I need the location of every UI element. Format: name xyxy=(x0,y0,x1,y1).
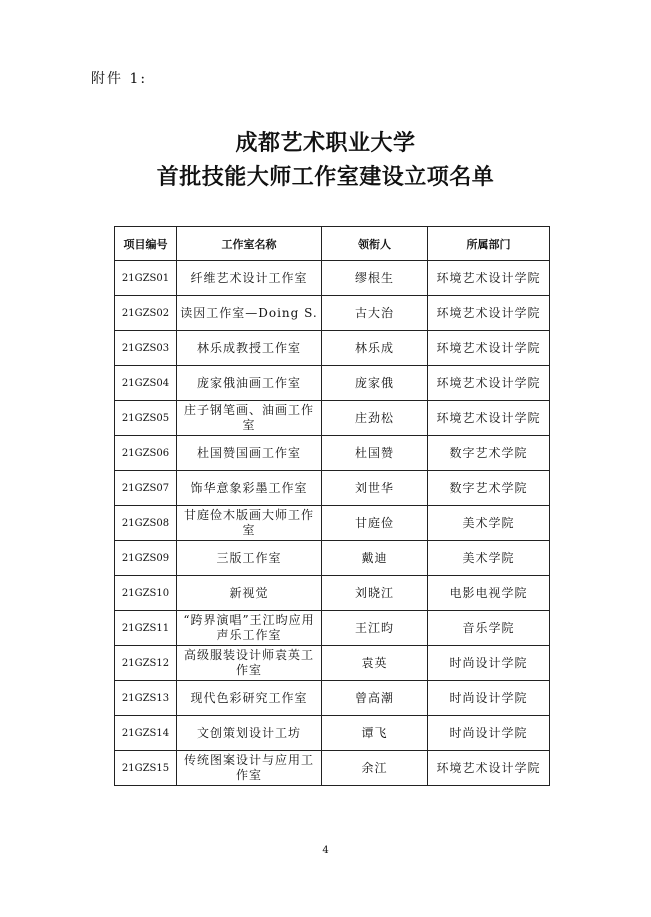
cell-dept: 环境艺术设计学院 xyxy=(428,296,550,331)
cell-name: 庄子钢笔画、油画工作室 xyxy=(177,401,322,436)
cell-leader: 缪根生 xyxy=(322,261,428,296)
table-row xyxy=(115,576,550,611)
attachment-label: 附件 1: xyxy=(91,71,148,87)
table-row xyxy=(115,541,550,576)
table-row xyxy=(115,611,550,646)
cell-dept: 环境艺术设计学院 xyxy=(428,401,550,436)
cell-leader: 刘世华 xyxy=(322,471,428,506)
cell-code: 21GZS11 xyxy=(115,611,177,646)
cell-code: 21GZS15 xyxy=(115,751,177,786)
cell-leader: 刘晓江 xyxy=(322,576,428,611)
cell-dept: 环境艺术设计学院 xyxy=(428,366,550,401)
cell-leader: 甘庭俭 xyxy=(322,506,428,541)
cell-leader: 林乐成 xyxy=(322,331,428,366)
table-row xyxy=(115,331,550,366)
cell-name: 读因工作室—Doing S. xyxy=(177,296,322,331)
cell-leader: 曾高潮 xyxy=(322,681,428,716)
table-row xyxy=(115,261,550,296)
cell-dept: 环境艺术设计学院 xyxy=(428,331,550,366)
cell-code: 21GZS09 xyxy=(115,541,177,576)
table-row xyxy=(115,751,550,786)
cell-code: 21GZS02 xyxy=(115,296,177,331)
cell-name: 高级服装设计师袁英工作室 xyxy=(177,646,322,681)
table-row xyxy=(115,436,550,471)
cell-code: 21GZS01 xyxy=(115,261,177,296)
table-row xyxy=(115,506,550,541)
cell-name: 新视觉 xyxy=(177,576,322,611)
cell-leader: 杜国赞 xyxy=(322,436,428,471)
cell-name: 饰华意象彩墨工作室 xyxy=(177,471,322,506)
cell-name: 现代色彩研究工作室 xyxy=(177,681,322,716)
cell-dept: 电影电视学院 xyxy=(428,576,550,611)
cell-leader: 庞家俄 xyxy=(322,366,428,401)
cell-dept: 美术学院 xyxy=(428,506,550,541)
cell-code: 21GZS06 xyxy=(115,436,177,471)
cell-code: 21GZS03 xyxy=(115,331,177,366)
cell-leader: 王江昀 xyxy=(322,611,428,646)
cell-leader: 古大治 xyxy=(322,296,428,331)
cell-dept: 环境艺术设计学院 xyxy=(428,751,550,786)
cell-code: 21GZS04 xyxy=(115,366,177,401)
cell-name: 文创策划设计工坊 xyxy=(177,716,322,751)
cell-dept: 时尚设计学院 xyxy=(428,681,550,716)
cell-name: 传统图案设计与应用工作室 xyxy=(177,751,322,786)
table-row xyxy=(115,366,550,401)
table-row xyxy=(115,681,550,716)
cell-name: 纤维艺术设计工作室 xyxy=(177,261,322,296)
cell-dept: 时尚设计学院 xyxy=(428,716,550,751)
cell-name: “跨界演唱”王江昀应用声乐工作室 xyxy=(177,611,322,646)
header-name: 工作室名称 xyxy=(177,227,322,261)
cell-leader: 谭飞 xyxy=(322,716,428,751)
document-title-line2: 首批技能大师工作室建设立项名单 xyxy=(156,165,495,190)
cell-code: 21GZS08 xyxy=(115,506,177,541)
document-title-line1: 成都艺术职业大学 xyxy=(235,131,416,156)
cell-leader: 袁英 xyxy=(322,646,428,681)
cell-dept: 音乐学院 xyxy=(428,611,550,646)
header-code: 项目编号 xyxy=(115,227,177,261)
cell-name: 庞家俄油画工作室 xyxy=(177,366,322,401)
table-row xyxy=(115,471,550,506)
cell-leader: 戴迪 xyxy=(322,541,428,576)
header-leader: 领衔人 xyxy=(322,227,428,261)
cell-name: 三版工作室 xyxy=(177,541,322,576)
cell-code: 21GZS13 xyxy=(115,681,177,716)
table-header-row xyxy=(115,227,550,261)
table-row xyxy=(115,716,550,751)
cell-code: 21GZS12 xyxy=(115,646,177,681)
cell-code: 21GZS07 xyxy=(115,471,177,506)
cell-dept: 数字艺术学院 xyxy=(428,436,550,471)
cell-code: 21GZS05 xyxy=(115,401,177,436)
cell-leader: 庄劲松 xyxy=(322,401,428,436)
cell-code: 21GZS10 xyxy=(115,576,177,611)
header-dept: 所属部门 xyxy=(428,227,550,261)
page-number: 4 xyxy=(322,845,329,856)
cell-name: 杜国赞国画工作室 xyxy=(177,436,322,471)
cell-leader: 余江 xyxy=(322,751,428,786)
cell-dept: 时尚设计学院 xyxy=(428,646,550,681)
table-row xyxy=(115,646,550,681)
cell-dept: 美术学院 xyxy=(428,541,550,576)
cell-dept: 数字艺术学院 xyxy=(428,471,550,506)
project-list-table xyxy=(114,226,550,786)
table-row xyxy=(115,401,550,436)
table-row xyxy=(115,296,550,331)
cell-name: 林乐成教授工作室 xyxy=(177,331,322,366)
cell-name: 甘庭俭木版画大师工作室 xyxy=(177,506,322,541)
cell-dept: 环境艺术设计学院 xyxy=(428,261,550,296)
cell-code: 21GZS14 xyxy=(115,716,177,751)
